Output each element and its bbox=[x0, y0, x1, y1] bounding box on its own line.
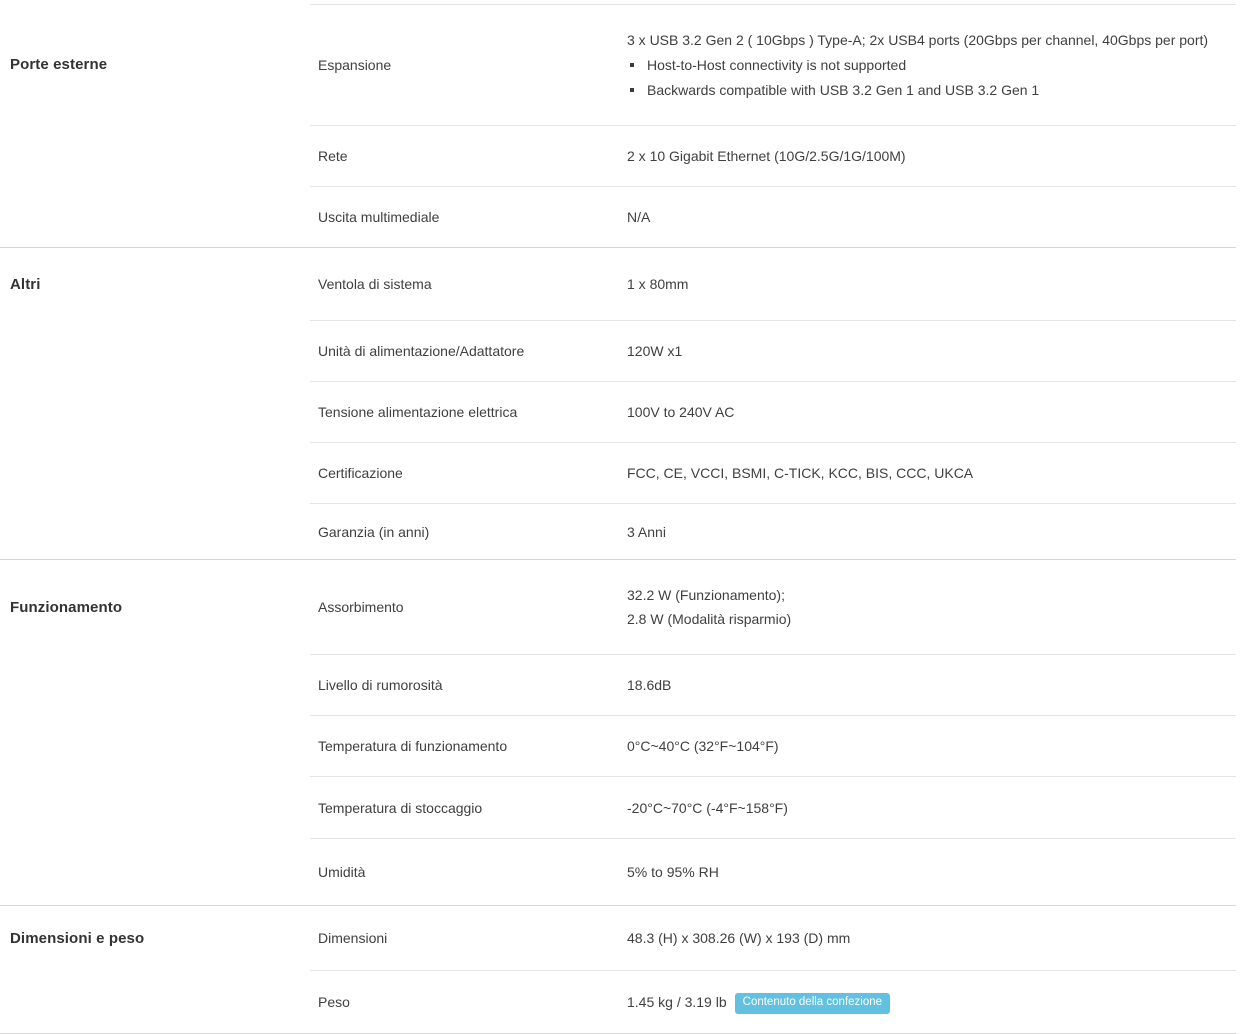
spec-row-assorbimento bbox=[310, 560, 1236, 654]
bullet-item: Backwards compatible with USB 3.2 Gen 1 and USB 3.2 Gen 1 bbox=[627, 78, 1226, 103]
spec-value-text: -20°C~70°C (-4°F~158°F) bbox=[627, 799, 788, 816]
spec-row-temp-funzionamento bbox=[310, 715, 1236, 776]
spec-value-text: N/A bbox=[627, 209, 651, 225]
spec-value bbox=[619, 990, 1236, 1014]
category-label: Altri bbox=[10, 275, 41, 293]
spec-label: Temperatura di stoccaggio bbox=[318, 799, 483, 816]
spec-row-espansione bbox=[310, 4, 1236, 125]
spec-row-dimensioni bbox=[310, 906, 1236, 970]
section-dimensioni-peso bbox=[0, 905, 1236, 1033]
bullet-item: Host-to-Host connectivity is not supported bbox=[627, 53, 1226, 78]
spec-value-text: 120W x1 bbox=[627, 343, 683, 359]
spec-label: Temperatura di funzionamento bbox=[318, 738, 508, 754]
spec-label: Livello di rumorosità bbox=[318, 677, 443, 693]
spec-label: Certificazione bbox=[318, 465, 403, 481]
spec-row-certificazione bbox=[310, 442, 1236, 503]
category-cell bbox=[0, 906, 310, 970]
category-cell bbox=[0, 248, 310, 320]
spec-value-text: 3 Anni bbox=[627, 523, 666, 540]
spec-label: Umidità bbox=[318, 864, 366, 880]
bullet-list bbox=[627, 53, 1226, 102]
spec-label: Rete bbox=[318, 148, 348, 164]
spec-value-text: 32.2 W (Funzionamento); bbox=[627, 587, 785, 603]
spec-row-rete bbox=[310, 125, 1236, 186]
spec-value-text: 5% to 95% RH bbox=[627, 864, 719, 880]
section-funzionamento bbox=[0, 559, 1236, 905]
spec-label: Assorbimento bbox=[318, 599, 404, 615]
spec-row-temp-stoccaggio bbox=[310, 776, 1236, 838]
spec-label: Uscita multimediale bbox=[318, 209, 440, 225]
spec-row-alimentazione bbox=[310, 320, 1236, 381]
spec-value-text: 0°C~40°C (32°F~104°F) bbox=[627, 738, 779, 754]
spec-row-rumorosita bbox=[310, 654, 1236, 715]
spec-value-text: 2.8 W (Modalità risparmio) bbox=[627, 611, 792, 627]
spec-value-text: 1 x 80mm bbox=[627, 276, 689, 292]
spec-value-text: 3 x USB 3.2 Gen 2 ( 10Gbps ) Type-A; 2x USB4 ports (20Gbps per channel, 40Gbps per port) bbox=[627, 32, 1209, 48]
spec-label: Dimensioni bbox=[318, 930, 388, 946]
section-rows bbox=[310, 560, 1236, 905]
spec-label: Garanzia (in anni) bbox=[318, 523, 430, 540]
spec-value-text: 100V to 240V AC bbox=[627, 404, 735, 420]
spec-value-text: 2 x 10 Gigabit Ethernet (10G/2.5G/1G/100M) bbox=[627, 148, 906, 164]
spec-value-text: 48.3 (H) x 308.26 (W) x 193 (D) mm bbox=[627, 930, 851, 946]
spec-row-ventola bbox=[310, 248, 1236, 320]
section-altri bbox=[0, 247, 1236, 559]
spec-label: Ventola di sistema bbox=[318, 276, 432, 292]
package-contents-badge[interactable]: Contenuto della confezione bbox=[735, 993, 890, 1014]
section-rows bbox=[310, 248, 1236, 559]
spec-row-garanzia bbox=[310, 503, 1236, 559]
section-rows bbox=[310, 906, 1236, 1033]
spec-label: Tensione alimentazione elettrica bbox=[318, 404, 518, 420]
spec-value-text: 18.6dB bbox=[627, 677, 672, 693]
spec-value bbox=[619, 28, 1236, 102]
category-cell bbox=[0, 560, 310, 654]
spec-row-umidita bbox=[310, 838, 1236, 905]
spec-label: Peso bbox=[318, 994, 350, 1010]
spec-row-tensione bbox=[310, 381, 1236, 442]
spec-row-peso bbox=[310, 970, 1236, 1033]
section-rows bbox=[310, 4, 1236, 247]
category-label: Porte esterne bbox=[10, 56, 108, 73]
spec-value-text: FCC, CE, VCCI, BSMI, C-TICK, KCC, BIS, CCC, UKCA bbox=[627, 465, 974, 481]
spec-value bbox=[619, 583, 1236, 631]
spec-value-text: 1.45 kg / 3.19 lb bbox=[627, 994, 727, 1010]
spec-label: Unità di alimentazione/Adattatore bbox=[318, 343, 525, 359]
category-label: Dimensioni e peso bbox=[10, 929, 145, 947]
section-porte-esterne bbox=[0, 4, 1236, 247]
category-label: Funzionamento bbox=[10, 598, 123, 616]
spec-row-uscita-multimediale bbox=[310, 186, 1236, 247]
category-cell bbox=[0, 4, 310, 125]
spec-label: Espansione bbox=[318, 57, 392, 73]
